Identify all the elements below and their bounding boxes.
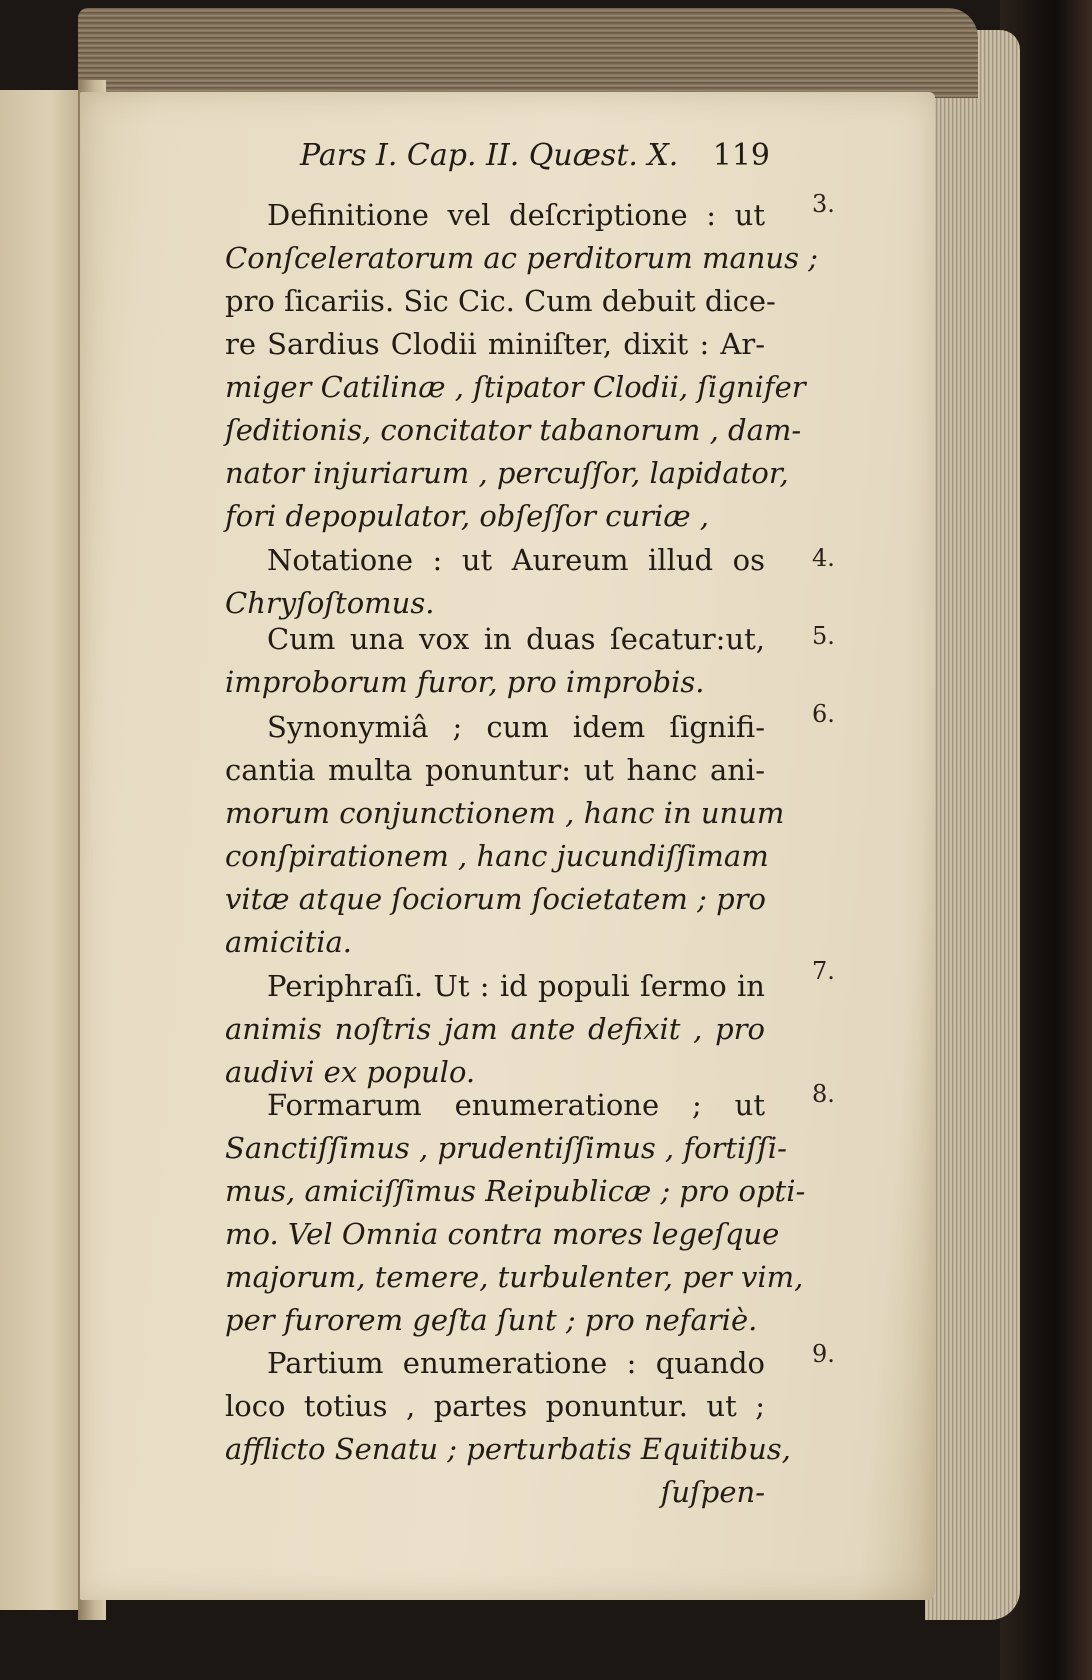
text-line: ſeditionis, concitator tabanorum , dam- <box>225 413 802 447</box>
text-line: miger Catilinæ , ſtipator Clodii, ſignifer <box>225 370 806 404</box>
text-line: Formarum enumeratione ; ut <box>267 1088 765 1122</box>
margin-number: 8. <box>812 1080 835 1108</box>
text-line: vitæ atque ſociorum ſocietatem ; pro <box>225 882 767 916</box>
margin-number: 4. <box>812 544 835 572</box>
text-line: majorum, temere, turbulenter, per vim, <box>225 1260 804 1294</box>
text-line: afflicto Senatu ; perturbatis Equitibus, <box>225 1432 791 1466</box>
text-line: loco totius , partes ponuntur. ut ; <box>225 1389 765 1423</box>
text-line: Partium enumeratione : quando <box>267 1346 765 1380</box>
text-line: pro ſicariis. Sic Cic. Cum debuit dice- <box>225 284 776 318</box>
margin-number: 7. <box>812 957 835 985</box>
page-number: 119 <box>712 138 770 173</box>
text-line: mo. Vel Omnia contra mores legeſque <box>225 1217 780 1251</box>
text-line: fori depopulator, obſeſſor curiæ , <box>225 499 710 533</box>
text-line: Synonymiâ ; cum idem ſignifi- <box>267 710 765 744</box>
text-line: animis noſtris jam ante defixit , pro <box>225 1012 765 1046</box>
text-line: morum conjunctionem , hanc in unum <box>225 796 785 830</box>
text-line: Notatione : ut Aureum illud os <box>267 543 765 577</box>
margin-number: 3. <box>812 190 835 218</box>
header-title: Pars I. Cap. II. Quæst. X. <box>300 138 679 173</box>
margin-number: 5. <box>812 622 835 650</box>
text-line: Conſceleratorum ac perditorum manus ; <box>225 241 818 275</box>
text-line: cantia multa ponuntur: ut hanc ani- <box>225 753 765 787</box>
page-top-edges <box>78 8 978 98</box>
text-line: re Sardius Clodii miniſter, dixit : Ar- <box>225 327 765 361</box>
text-line: Sanctiſſimus , prudentiſſimus , fortiſſi- <box>225 1131 787 1165</box>
text-line: nator injuriarum , percuſſor, lapidator, <box>225 456 789 490</box>
margin-number: 6. <box>812 700 835 728</box>
text-line: Chryſoſtomus. <box>225 586 435 620</box>
text-line: per furorem geſta ſunt ; pro nefariè. <box>225 1303 758 1337</box>
text-line: Cum una vox in duas ſecatur:ut, <box>267 622 765 656</box>
text-line: Definitione vel deſcriptione : ut <box>267 198 765 232</box>
margin-number: 9. <box>812 1340 835 1368</box>
text-line: improborum furor, pro improbis. <box>225 665 705 699</box>
page-edges <box>925 30 1020 1620</box>
text-line: Periphraſi. Ut : id populi ſermo in <box>267 969 765 1003</box>
text-line: mus, amiciſſimus Reipublicæ ; pro opti- <box>225 1174 806 1208</box>
text-line: amicitia. <box>225 925 353 959</box>
text-line: conſpirationem , hanc jucundiſſimam <box>225 839 769 873</box>
running-header <box>300 138 770 188</box>
text-line: audivi ex populo. <box>225 1055 476 1089</box>
catchword: ſuſpen- <box>660 1475 765 1509</box>
